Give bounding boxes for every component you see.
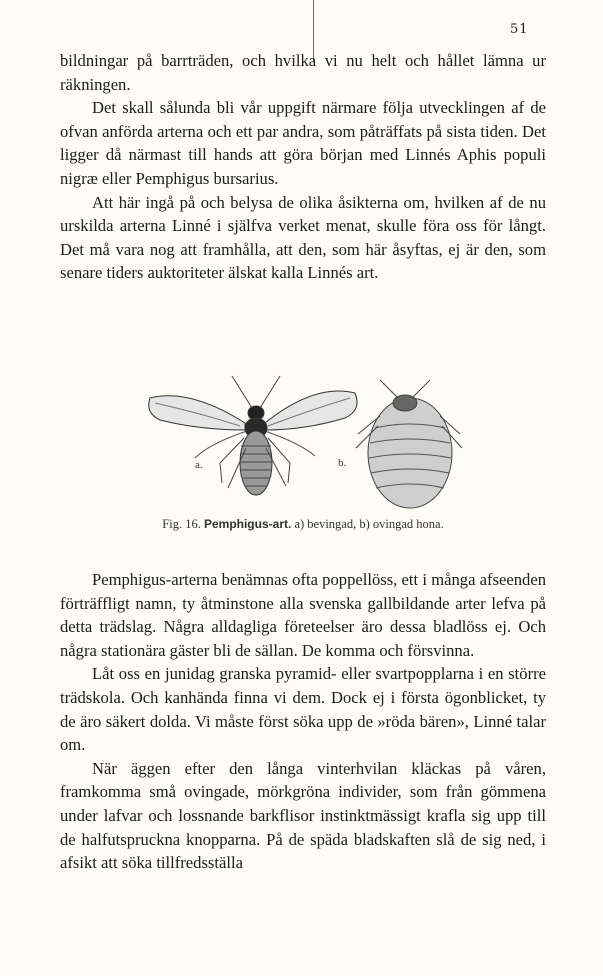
paragraph: Låt oss en junidag granska pyramid- eller svartpopplarna i en större trädskola. Och kanhända finna vi dem. Dock ej i första ögonblicket, ty de äro säkert dolda. Vi måste först söka upp de »röda bären», Linné talar om. — [60, 664, 546, 755]
figure-label-a: a. — [195, 459, 203, 471]
caption-description: a) bevingad, b) ovingad hona. — [294, 517, 444, 531]
caption-genus: Pemphigus-art. — [203, 517, 292, 531]
winged-aphid-image — [149, 376, 357, 495]
wingless-aphid-image — [356, 380, 462, 508]
figure-label-b: b. — [338, 457, 347, 469]
aphid-drawing — [140, 368, 470, 518]
paragraph: Att här ingå på och belysa de olika åsikterna om, hvilken af de nu urskilda arterna Linné i själfva verket menat, skulle föra oss för långt. Det må vara nog att framhålla, att den, som här åsyftas, ej är den, som senare tiders auktoriteter älskat kalla Linnés art. — [60, 192, 546, 283]
figure-aphid-illustration — [140, 368, 470, 518]
caption-figure-number: Fig. 16. — [162, 517, 201, 531]
paragraph: bildningar på barrträden, och hvilka vi nu helt och hållet lämna ur räkningen. — [60, 51, 546, 94]
top-text-block — [60, 49, 546, 285]
paragraph: Pemphigus-arterna benämnas ofta poppellöss, ett i många afseenden förträffligt namn, ty åtminstone alla svenska gallbildande arter lefva på detta trädslag. Några alldagliga företeelser äro dessa bladlöss ej. Och några stationära gäster bli de sällan. De komma och försvinna. — [60, 570, 546, 660]
figure-caption — [60, 517, 546, 532]
bottom-text-block — [60, 568, 546, 875]
paragraph: När äggen efter den långa vinterhvilan kläckas på våren, framkomma små ovingade, mörkgröna individer, som från gömmena under lafvar och lossnande barkflisor instinktmässigt krafla sig upp till de halfutspruckna knopparna. På de späda bladskaften slå de sig ned, i afsikt att söka tillfredsställa — [60, 758, 546, 873]
page-number: 51 — [510, 22, 529, 37]
paragraph: Det skall sålunda bli vår uppgift närmare följa utvecklingen af de ofvan anförda arterna och ett par andra, som påträffats på sista tiden. Det ligger då närmast till hands att göra början med Linnés Aphis populi nigræ eller Pemphigus bursarius. — [60, 98, 546, 188]
